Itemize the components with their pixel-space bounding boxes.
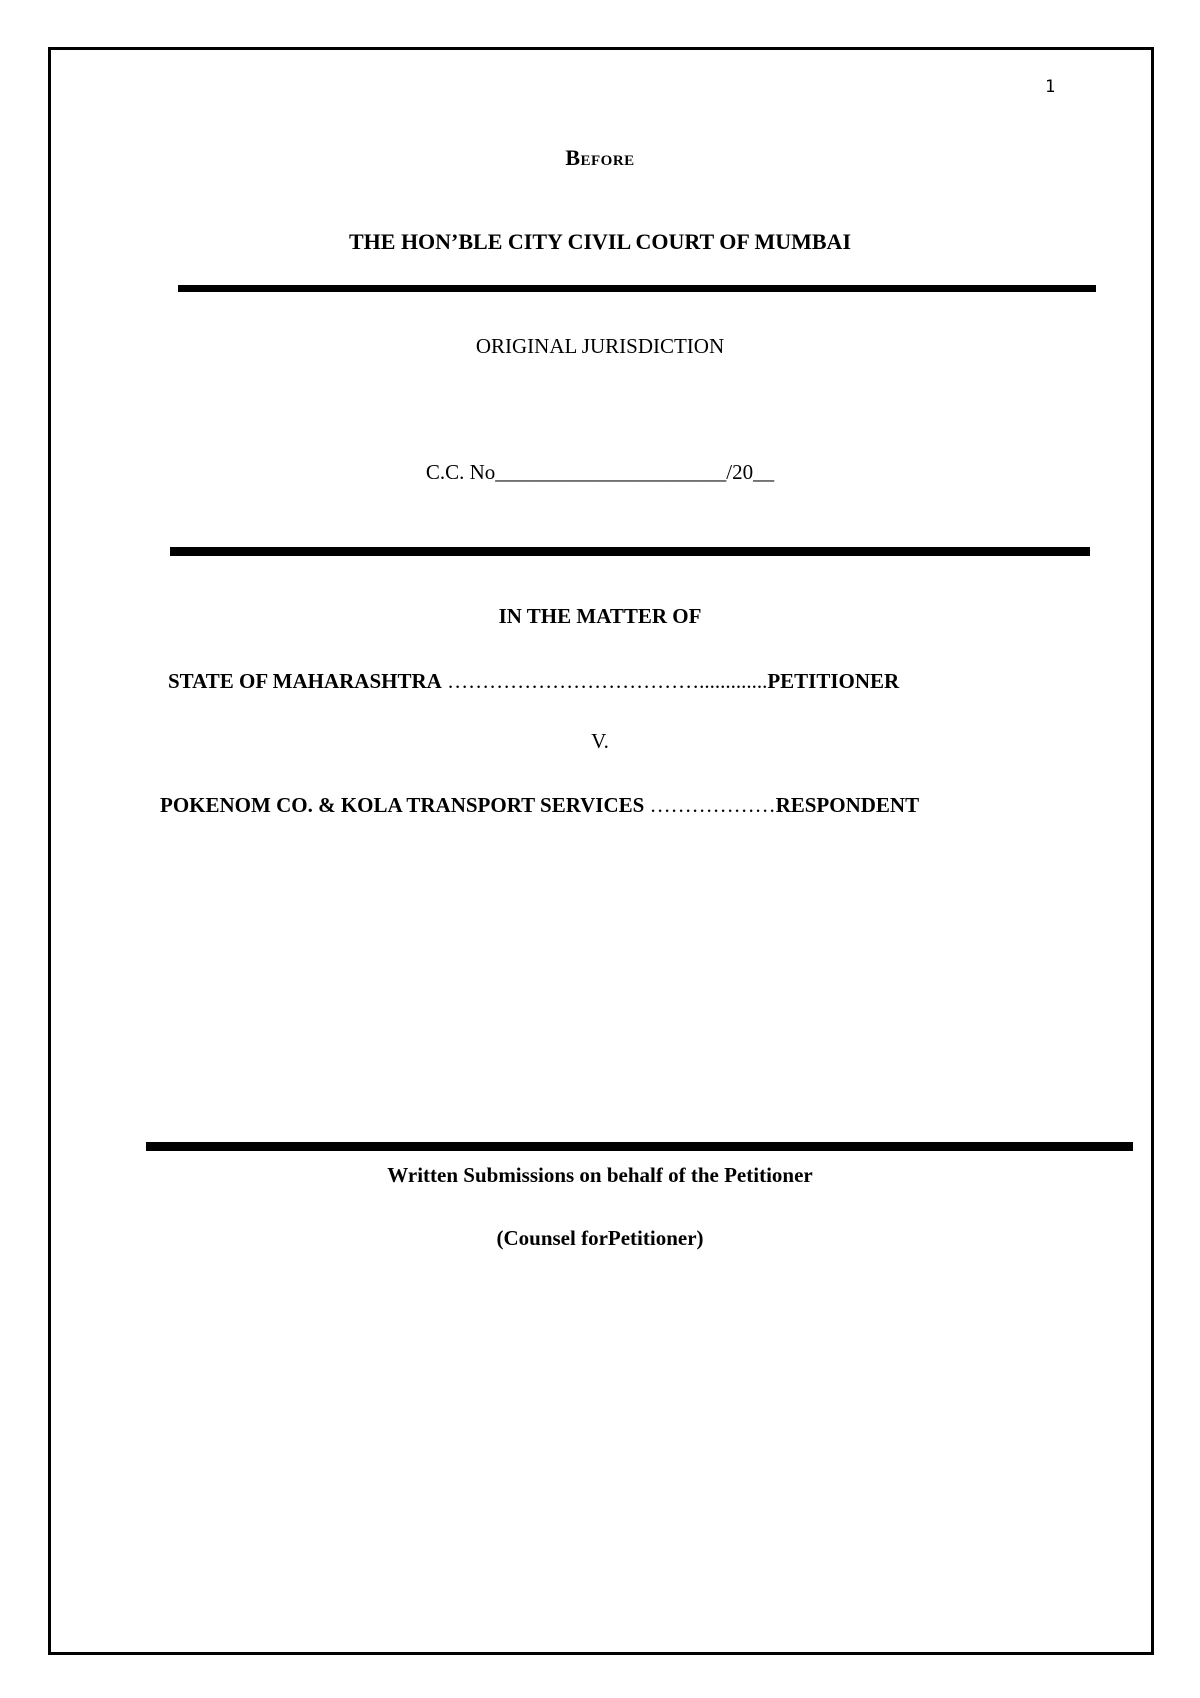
petitioner-role: PETITIONER (767, 669, 900, 693)
petitioner-leader-dots: ………………………………............. (441, 669, 768, 693)
respondent-role: RESPONDENT (775, 793, 920, 817)
matter-heading: IN THE MATTER OF (498, 604, 702, 628)
middle-divider (170, 547, 1090, 556)
respondent-leader-dots: ……………… (644, 793, 776, 817)
case-number: C.C. No______________________/20__ (425, 460, 775, 484)
top-divider (178, 285, 1096, 292)
bottom-divider (146, 1142, 1133, 1151)
jurisdiction-label: ORIGINAL JURISDICTION (475, 334, 725, 358)
before-heading: Before (565, 145, 635, 170)
petitioner-line (168, 669, 899, 694)
counsel-label: (Counsel forPetitioner) (496, 1226, 704, 1250)
court-title: THE HON’BLE CITY CIVIL COURT OF MUMBAI (348, 229, 852, 254)
versus-label: V. (591, 729, 609, 753)
page-number: 1 (1045, 77, 1056, 97)
respondent-line (160, 793, 919, 818)
submission-title: Written Submissions on behalf of the Petitioner (387, 1163, 813, 1187)
respondent-name: POKENOM CO. & KOLA TRANSPORT SERVICES (160, 793, 645, 817)
petitioner-name: STATE OF MAHARASHTRA (168, 669, 442, 693)
